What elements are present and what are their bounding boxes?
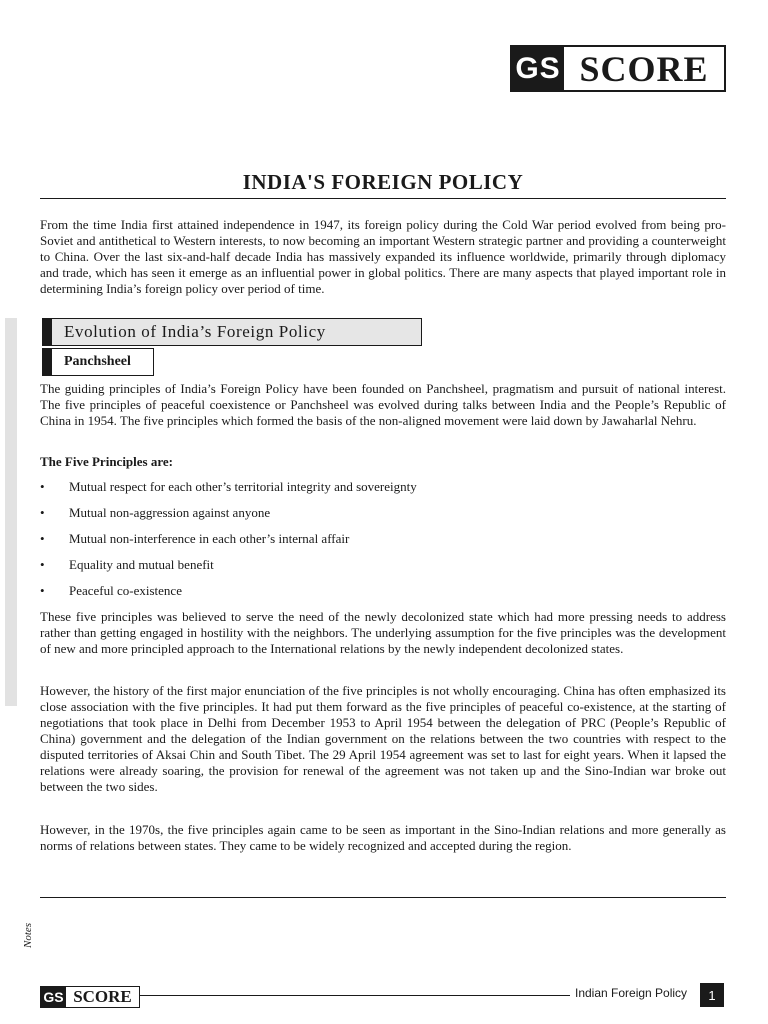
logo-score-text: SCORE bbox=[579, 48, 709, 89]
bullet-icon: • bbox=[40, 557, 45, 572]
list-item bbox=[40, 531, 726, 557]
principle-text: Mutual non-interference in each other’s internal affair bbox=[69, 531, 350, 546]
bullet-icon: • bbox=[40, 531, 45, 546]
principle-text: Mutual respect for each other’s territorial integrity and sovereignty bbox=[69, 479, 417, 494]
page-title: INDIA'S FOREIGN POLICY bbox=[242, 170, 524, 194]
principle-text: Mutual non-aggression against anyone bbox=[69, 505, 271, 520]
assumption-paragraph: These five principles was believed to serve the need of the newly decolonized state which had more pressing needs to address rather than getting engaged in hostility with the neighbors. The underlying assumption for the five principles was the development of new and more principled approach to the International relations by the newly independent decolonized states. bbox=[40, 609, 726, 656]
section-heading-box bbox=[42, 318, 422, 346]
sub-heading-box bbox=[42, 348, 154, 376]
list-item bbox=[40, 583, 726, 609]
title-underline bbox=[40, 198, 726, 199]
logo-gs-block: GS bbox=[512, 47, 564, 90]
section-heading-text: Evolution of India’s Foreign Policy bbox=[64, 322, 326, 341]
footer-line bbox=[140, 995, 570, 996]
page-number: 1 bbox=[700, 983, 724, 1007]
gs-score-logo bbox=[510, 45, 726, 92]
list-item bbox=[40, 505, 726, 531]
margin-shade-bar bbox=[5, 318, 17, 706]
bullet-icon: • bbox=[40, 505, 45, 520]
intro-paragraph: From the time India first attained independence in 1947, its foreign policy during the Cold War period evolved from being pro-Soviet and antithetical to Western interests, to now becoming an important Western strategic partner and providing a counterweight to China. Over the last six-and-half decade India has massively expanded its influence worldwide, primarily through diplomacy and trade, which has seen it emerge as an influential power in global politics. There are many aspects that played important role in determining India’s foreign policy over period of time. bbox=[40, 217, 726, 296]
bullet-icon: • bbox=[40, 479, 45, 494]
principles-list bbox=[40, 479, 726, 609]
footer-gs-score-logo bbox=[40, 986, 140, 1008]
footer-divider bbox=[40, 897, 726, 898]
sub-heading-text: Panchsheel bbox=[64, 354, 131, 369]
history-paragraph: However, the history of the first major enunciation of the five principles is not wholly encouraging. China has often emphasized its close association with the five principles. It had put them forward as the five principles of peaceful co-existence, at the starting of negotiations that took place in Delhi from December 1953 to April 1954 between the delegation of PRC (People’s Republic of China) government and the delegation of the Indian government on the relations between the two countries with respect to the disputed territories of Aksai Chin and South Tibet. The 29 April 1954 agreement was set to last for eight years. When it lapsed the relations were already soaring, the provision for renewal of the agreement was not taken up and the Sino-Indian war broke out between the two sides. bbox=[40, 683, 726, 794]
list-item bbox=[40, 479, 726, 505]
bullet-icon: • bbox=[40, 583, 45, 598]
five-principles-heading: The Five Principles are: bbox=[40, 454, 173, 469]
principle-text: Equality and mutual benefit bbox=[69, 557, 214, 572]
section-heading-marker bbox=[43, 319, 52, 345]
seventies-paragraph: However, in the 1970s, the five principles again came to be seen as important in the Sino-Indian relations and more generally as norms of relations between states. They came to be widely recognized and accepted during the region. bbox=[40, 822, 726, 853]
notes-label: Notes bbox=[22, 922, 34, 948]
principle-text: Peaceful co-existence bbox=[69, 583, 182, 598]
running-title: Indian Foreign Policy bbox=[575, 986, 688, 1000]
list-item bbox=[40, 557, 726, 583]
footer-logo-gs-block: GS bbox=[41, 987, 66, 1007]
footer-logo-score-text: SCORE bbox=[73, 987, 132, 1006]
panchsheel-paragraph: The guiding principles of India’s Foreign Policy have been founded on Panchsheel, pragmatism and pursuit of national interest. The five principles of peaceful coexistence or Panchsheel was evolved during talks between India and the People’s Republic of China in 1954. The five principles which formed the basis of the non-aligned movement were laid down by Jawaharlal Nehru. bbox=[40, 381, 726, 428]
sub-heading-marker bbox=[43, 349, 52, 375]
